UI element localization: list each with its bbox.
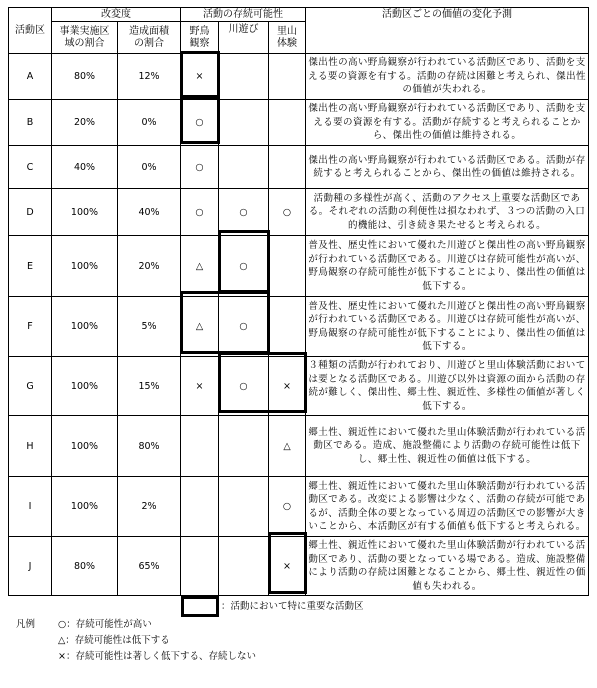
river-play-cell [219, 416, 269, 477]
satoyama-cell: △ [269, 416, 306, 477]
header-bird-watching: 野鳥観察 [181, 22, 219, 54]
fill-ratio-cell: 12% [118, 54, 181, 100]
bird-watching-cell: △ [181, 236, 219, 297]
area-cell: G [9, 357, 52, 416]
impl-ratio-cell: 40% [52, 146, 118, 189]
table-row [9, 477, 589, 537]
bird-watching-cell: ○ [181, 189, 219, 236]
prediction-cell: 郷土性、親近性において優れた里山体験活動が行われている活動区である。改変による影響は少なく、活動の存続が可能であるが、活動全体の要となっている周辺の活動区での影響が大きいことから、本活動区が有する価値も低下すると考えられる。 [306, 477, 589, 537]
legend-highlight-box [181, 596, 219, 617]
area-cell: A [9, 54, 52, 100]
satoyama-cell: × [269, 537, 306, 596]
fill-ratio-cell: 0% [118, 146, 181, 189]
legend-item-cross: ×：存続可能性は著しく低下する、存続しない [58, 651, 256, 662]
bird-watching-cell: ○ [181, 146, 219, 189]
header-reform: 改変度 [52, 8, 181, 22]
prediction-cell: ３種類の活動が行われており、川遊びと里山体験活動においては要となる活動区である。川遊び以外は資源の面から活動の存続が難しく、傑出性、郷土性、親近性、多様性の価値が著しく低下する。 [306, 357, 589, 416]
prediction-cell: 普及性、歴史性において優れた川遊びと傑出性の高い野鳥観察が行われている活動区である。川遊びは存続可能性が高いが、野鳥観察の存続可能性が低下することにより、傑出性の価値は低下する。 [306, 236, 589, 297]
area-cell: C [9, 146, 52, 189]
satoyama-cell: × [269, 357, 306, 416]
bird-watching-cell: × [181, 54, 219, 100]
header-impl-ratio: 事業実施区域の割合 [52, 22, 118, 54]
river-play-cell [219, 54, 269, 100]
prediction-cell: 郷土性、親近性において優れた里山体験活動が行われている活動区である。造成、施設整備により活動の存続可能性は低下し、郷土性、親近性の価値は低下する。 [306, 416, 589, 477]
river-play-cell: ○ [219, 297, 269, 357]
table-row [9, 54, 589, 100]
fill-ratio-cell: 2% [118, 477, 181, 537]
table-row [9, 537, 589, 596]
prediction-cell: 活動種の多様性が高く、活動のアクセス上重要な活動区である。それぞれの活動の利便性は損なわれず、３つの活動の入口的機能は、引き続き果たせると考えられる。 [306, 189, 589, 236]
impl-ratio-cell: 80% [52, 54, 118, 100]
legend-box-label: ：活動において特に重要な活動区 [221, 601, 364, 612]
prediction-cell: 郷土性、親近性において優れた里山体験活動が行われている活動区であり、活動の要となっている場である。造成、施設整備により活動の存続は困難となることから、郷土性、親近性の価値も失われる。 [306, 537, 589, 596]
impl-ratio-cell: 20% [52, 100, 118, 146]
table-row [9, 357, 589, 416]
header-fill-ratio: 造成面積の割合 [118, 22, 181, 54]
prediction-cell: 傑出性の高い野鳥観察が行われている活動区であり、活動を支える要の資源を有する。活動の存続は困難と考えられ、傑出性の価値が失われる。 [306, 54, 589, 100]
header-possibility: 活動の存続可能性 [181, 8, 306, 22]
river-play-cell [219, 100, 269, 146]
river-play-cell [219, 146, 269, 189]
prediction-cell: 傑出性の高い野鳥観察が行われている活動区であり、活動を支える要の資源を有する。活動が存続すると考えられることから、傑出性の価値は維持される。 [306, 100, 589, 146]
satoyama-cell [269, 236, 306, 297]
header-prediction: 活動区ごとの価値の変化予測 [306, 8, 589, 54]
area-cell: B [9, 100, 52, 146]
header-area: 活動区 [9, 8, 52, 54]
legend-item-triangle: △：存続可能性は低下する [58, 635, 170, 646]
impl-ratio-cell: 80% [52, 537, 118, 596]
fill-ratio-cell: 0% [118, 100, 181, 146]
satoyama-cell [269, 54, 306, 100]
river-play-cell: ○ [219, 236, 269, 297]
table-row [9, 416, 589, 477]
table-row [9, 297, 589, 357]
bird-watching-cell [181, 537, 219, 596]
satoyama-cell: ○ [269, 189, 306, 236]
impl-ratio-cell: 100% [52, 189, 118, 236]
area-cell: F [9, 297, 52, 357]
fill-ratio-cell: 15% [118, 357, 181, 416]
table-row [9, 100, 589, 146]
satoyama-cell [269, 297, 306, 357]
bird-watching-cell: × [181, 357, 219, 416]
fill-ratio-cell: 65% [118, 537, 181, 596]
table-row [9, 146, 589, 189]
impl-ratio-cell: 100% [52, 297, 118, 357]
river-play-cell [219, 477, 269, 537]
satoyama-cell: ○ [269, 477, 306, 537]
bird-watching-cell: ○ [181, 100, 219, 146]
area-cell: E [9, 236, 52, 297]
bird-watching-cell: △ [181, 297, 219, 357]
area-cell: I [9, 477, 52, 537]
header-river-play: 川遊び [219, 22, 269, 54]
fill-ratio-cell: 80% [118, 416, 181, 477]
impl-ratio-cell: 100% [52, 416, 118, 477]
table-row [9, 236, 589, 297]
river-play-cell: ○ [219, 357, 269, 416]
impl-ratio-cell: 100% [52, 357, 118, 416]
satoyama-cell [269, 100, 306, 146]
table-row [9, 189, 589, 236]
area-cell: D [9, 189, 52, 236]
river-play-cell: ○ [219, 189, 269, 236]
impl-ratio-cell: 100% [52, 477, 118, 537]
bird-watching-cell [181, 416, 219, 477]
evaluation-table [8, 7, 589, 596]
prediction-cell: 傑出性の高い野鳥観察が行われている活動区である。活動が存続すると考えられることから、傑出性の価値は維持される。 [306, 146, 589, 189]
fill-ratio-cell: 40% [118, 189, 181, 236]
area-cell: J [9, 537, 52, 596]
fill-ratio-cell: 5% [118, 297, 181, 357]
prediction-cell: 普及性、歴史性において優れた川遊びと傑出性の高い野鳥観察が行われている活動区である。川遊びは存続可能性が高いが、野鳥観察の存続可能性が低下することにより、傑出性の価値は低下する。 [306, 297, 589, 357]
area-cell: H [9, 416, 52, 477]
header-satoyama: 里山体験 [269, 22, 306, 54]
fill-ratio-cell: 20% [118, 236, 181, 297]
legend-title: 凡例 [16, 619, 36, 630]
river-play-cell [219, 537, 269, 596]
satoyama-cell [269, 146, 306, 189]
impl-ratio-cell: 100% [52, 236, 118, 297]
bird-watching-cell [181, 477, 219, 537]
legend-item-circle: ○：存続可能性が高い [58, 619, 152, 630]
